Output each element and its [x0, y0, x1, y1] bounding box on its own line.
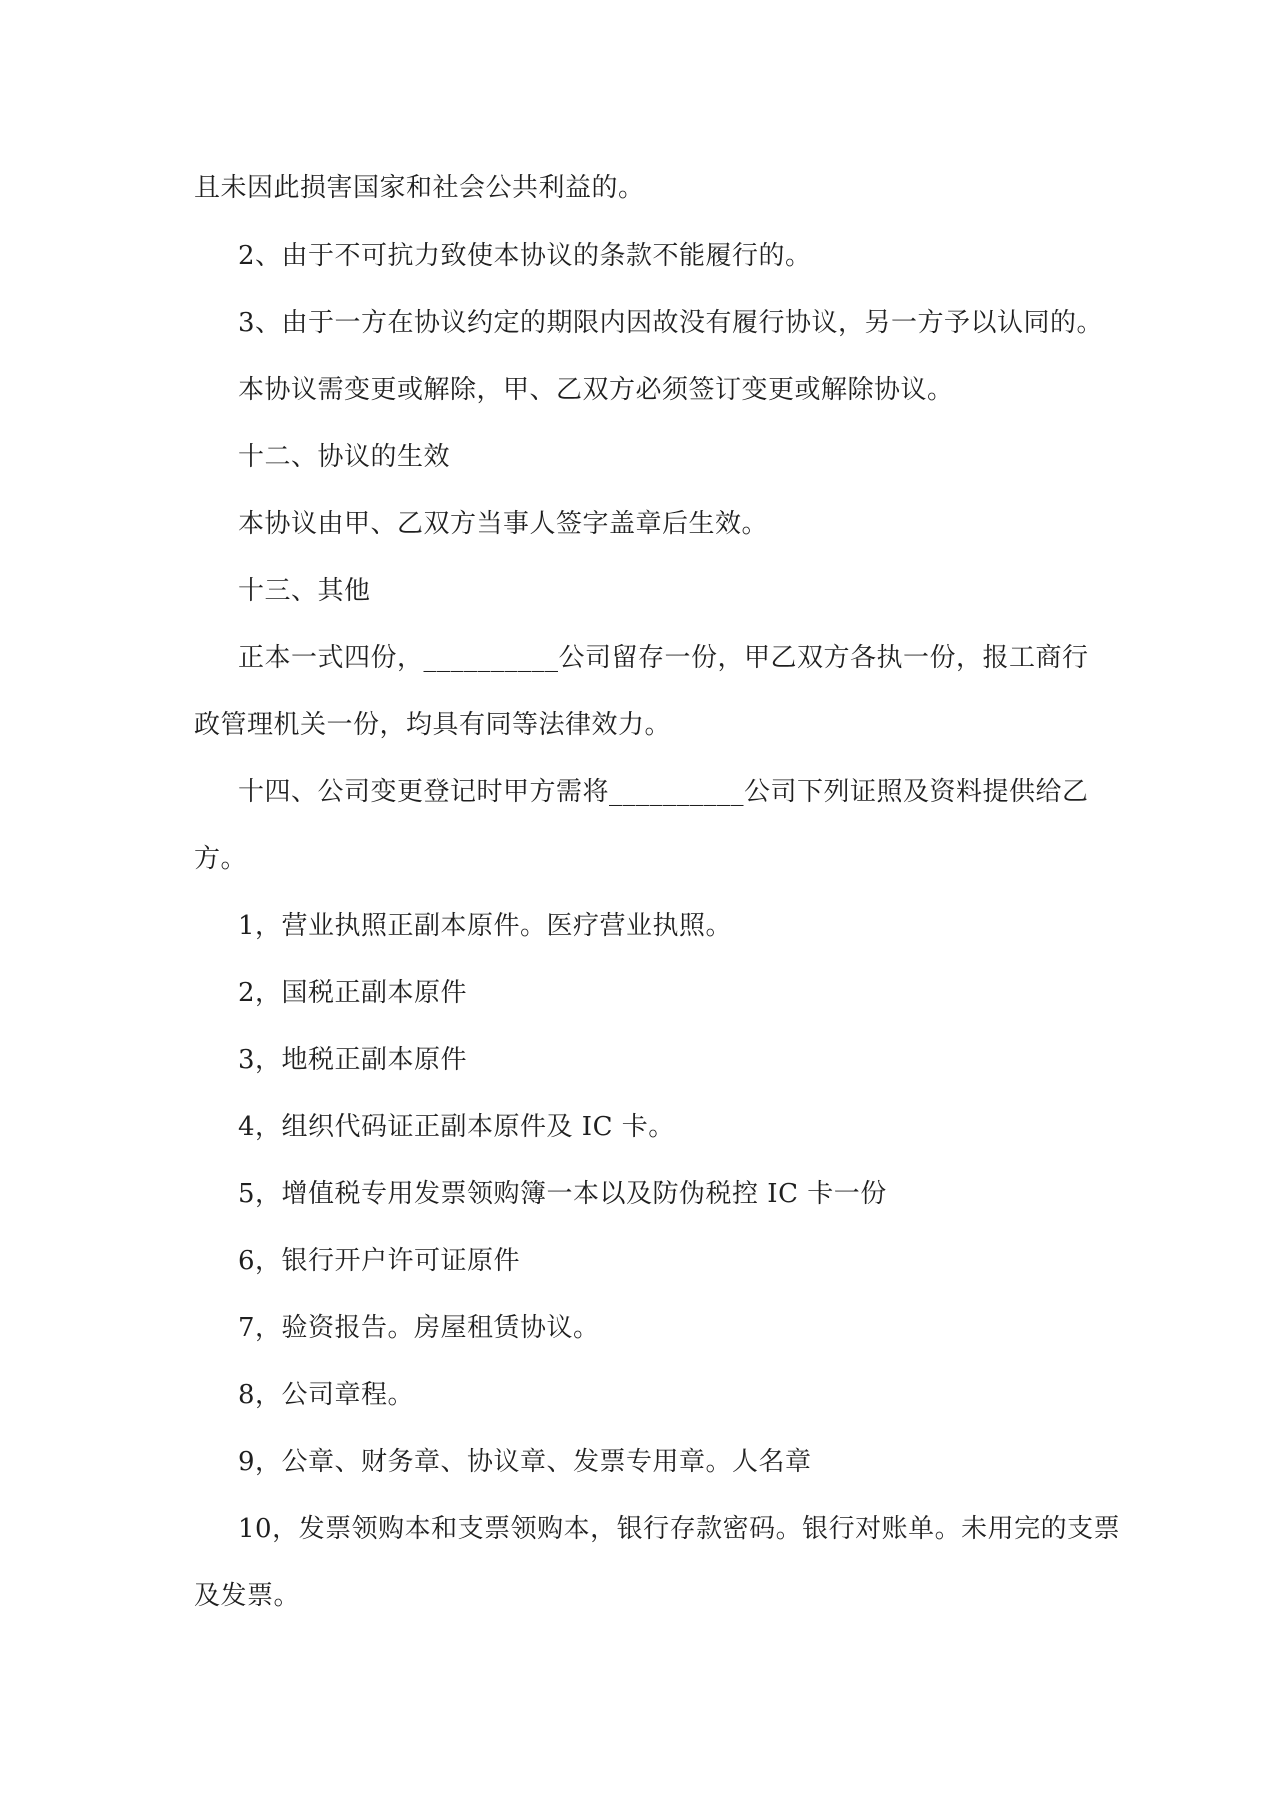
text-line: 及发票。 — [194, 1581, 301, 1611]
list-item: 6，银行开户许可证原件 — [238, 1246, 521, 1276]
text-line: 方。 — [194, 844, 248, 874]
list-item: 8，公司章程。 — [238, 1380, 415, 1410]
text-line: 正本一式四份，__________公司留存一份，甲乙双方各执一份，报工商行 — [238, 643, 1089, 673]
section-heading: 十三、其他 — [238, 576, 371, 606]
text-line: 且未因此损害国家和社会公共利益的。 — [194, 173, 645, 203]
list-item: 10，发票领购本和支票领购本，银行存款密码。银行对账单。未用完的支票 — [238, 1514, 1121, 1544]
text-line: 本协议由甲、乙双方当事人签字盖章后生效。 — [238, 509, 769, 539]
list-item: 7，验资报告。房屋租赁协议。 — [238, 1313, 600, 1343]
list-item: 9，公章、财务章、协议章、发票专用章。人名章 — [238, 1447, 812, 1477]
list-item: 5，增值税专用发票领购簿一本以及防伪税控 IC 卡一份 — [238, 1179, 887, 1209]
text-line: 政管理机关一份，均具有同等法律效力。 — [194, 710, 672, 740]
list-item: 1，营业执照正副本原件。医疗营业执照。 — [238, 911, 733, 941]
section-heading: 十二、协议的生效 — [238, 442, 451, 472]
text-line: 3、由于一方在协议约定的期限内因故没有履行协议，另一方予以认同的。 — [238, 308, 1104, 338]
section-heading: 十四、公司变更登记时甲方需将__________公司下列证照及资料提供给乙 — [238, 777, 1089, 807]
list-item: 2，国税正副本原件 — [238, 978, 468, 1008]
list-item: 4，组织代码证正副本原件及 IC 卡。 — [238, 1112, 675, 1142]
text-line: 本协议需变更或解除，甲、乙双方必须签订变更或解除协议。 — [238, 375, 954, 405]
list-item: 3，地税正副本原件 — [238, 1045, 468, 1075]
text-line: 2、由于不可抗力致使本协议的条款不能履行的。 — [238, 241, 812, 271]
